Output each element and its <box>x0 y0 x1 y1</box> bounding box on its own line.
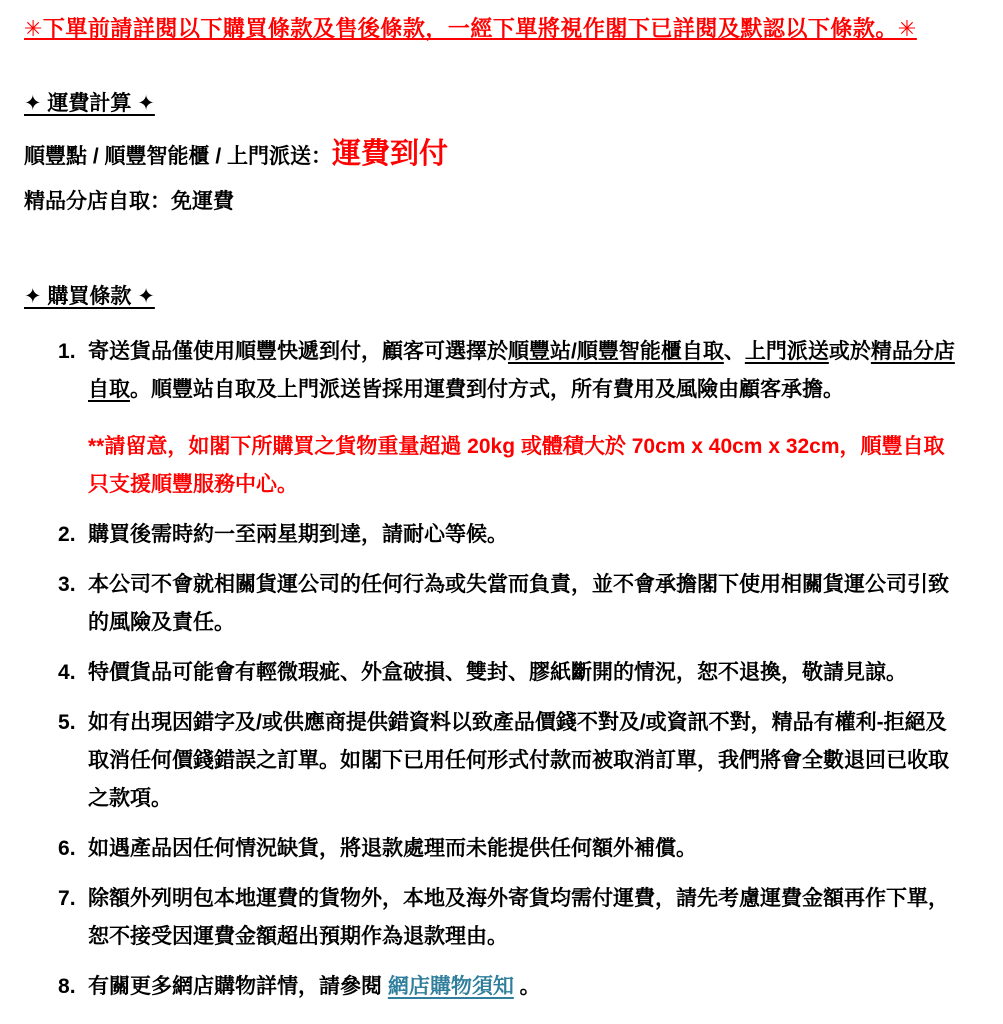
store-pickup-line: 精品分店自取：免運費 <box>24 190 234 213</box>
term-item-6 <box>24 830 963 868</box>
term-item-5-text: 如有出現因錯字及/或供應商提供錯資料以致產品價錢不對及/或資訊不對，精品有權利-拒絕及取消任何價錢錯誤之訂單。如閣下已用任何形式付款而被取消訂單，我們將會全數退回已收取之款項。 <box>88 711 949 810</box>
term-item-1 <box>24 333 963 504</box>
purchase-terms-section-title: ✦ 購買條款 ✦ <box>24 285 155 308</box>
term-item-8 <box>24 968 963 1006</box>
freight-collect-value: 運費到付 <box>332 138 449 170</box>
term-item-6-text: 如遇產品因任何情況缺貨，將退款處理而未能提供任何額外補償。 <box>88 837 697 860</box>
sf-delivery-line <box>24 136 963 175</box>
online-shop-guide-link[interactable]: 網店購物須知 <box>387 975 514 998</box>
term-1-seg-3: 或於 <box>828 340 871 363</box>
pre-order-notice: ✳下單前請詳閱以下購買條款及售後條款，一經下單將視作閣下已詳閱及默認以下條款。✳ <box>24 16 917 41</box>
term-item-3-text: 本公司不會就相關貨運公司的任何行為或失當而負責，並不會承擔閣下使用相關貨運公司引致的風險及責任。 <box>88 573 949 634</box>
term-item-3 <box>24 566 963 642</box>
term-item-4-text: 特價貨品可能會有輕微瑕疵、外盒破損、雙封、膠紙斷開的情況，恕不退換，敬請見諒。 <box>88 661 907 684</box>
shipping-fee-section-title: ✦ 運費計算 ✦ <box>24 92 155 115</box>
term-1-underlined-home-delivery: 上門派送 <box>744 340 829 363</box>
term-1-seg-2: 、 <box>723 340 745 363</box>
term-item-5 <box>24 704 963 818</box>
term-item-2-text: 購買後需時約一至兩星期到達，請耐心等候。 <box>88 523 508 546</box>
terms-list <box>24 333 963 1006</box>
term-item-7-text: 除額外列明包本地運費的貨物外，本地及海外寄貨均需付運費，請先考慮運費金額再作下單，恕不接受因運費金額超出預期作為退款理由。 <box>88 887 949 948</box>
sf-delivery-options-label: 順豐點 / 順豐智能櫃 / 上門派送： <box>24 145 333 168</box>
term-item-7 <box>24 880 963 956</box>
term-item-8-text <box>88 968 963 1006</box>
term-1-seg-4: 。順豐站自取及上門派送皆採用運費到付方式，所有費用及風險由顧客承擔。 <box>130 378 844 401</box>
term-item-2 <box>24 516 963 554</box>
term-item-1-text <box>88 333 963 409</box>
term-1-seg-1: 寄送貨品僅使用順豐快遞到付，顧客可選擇於 <box>88 340 508 363</box>
weight-size-limit-note: **請留意，如閣下所購買之貨物重量超過 20kg 或體積大於 70cm x 40cm x 32cm，順豐自取只支援順豐服務中心。 <box>88 435 945 496</box>
term-8-seg-1: 有關更多網店購物詳情，請參閱 <box>88 975 388 998</box>
term-8-seg-2: 。 <box>513 975 541 998</box>
term-1-underlined-store-pickup: 精品分店自取 <box>88 340 955 401</box>
term-1-underlined-sf-station-pickup: 順豐站/順豐智能櫃自取 <box>508 340 724 363</box>
term-item-4 <box>24 654 963 692</box>
